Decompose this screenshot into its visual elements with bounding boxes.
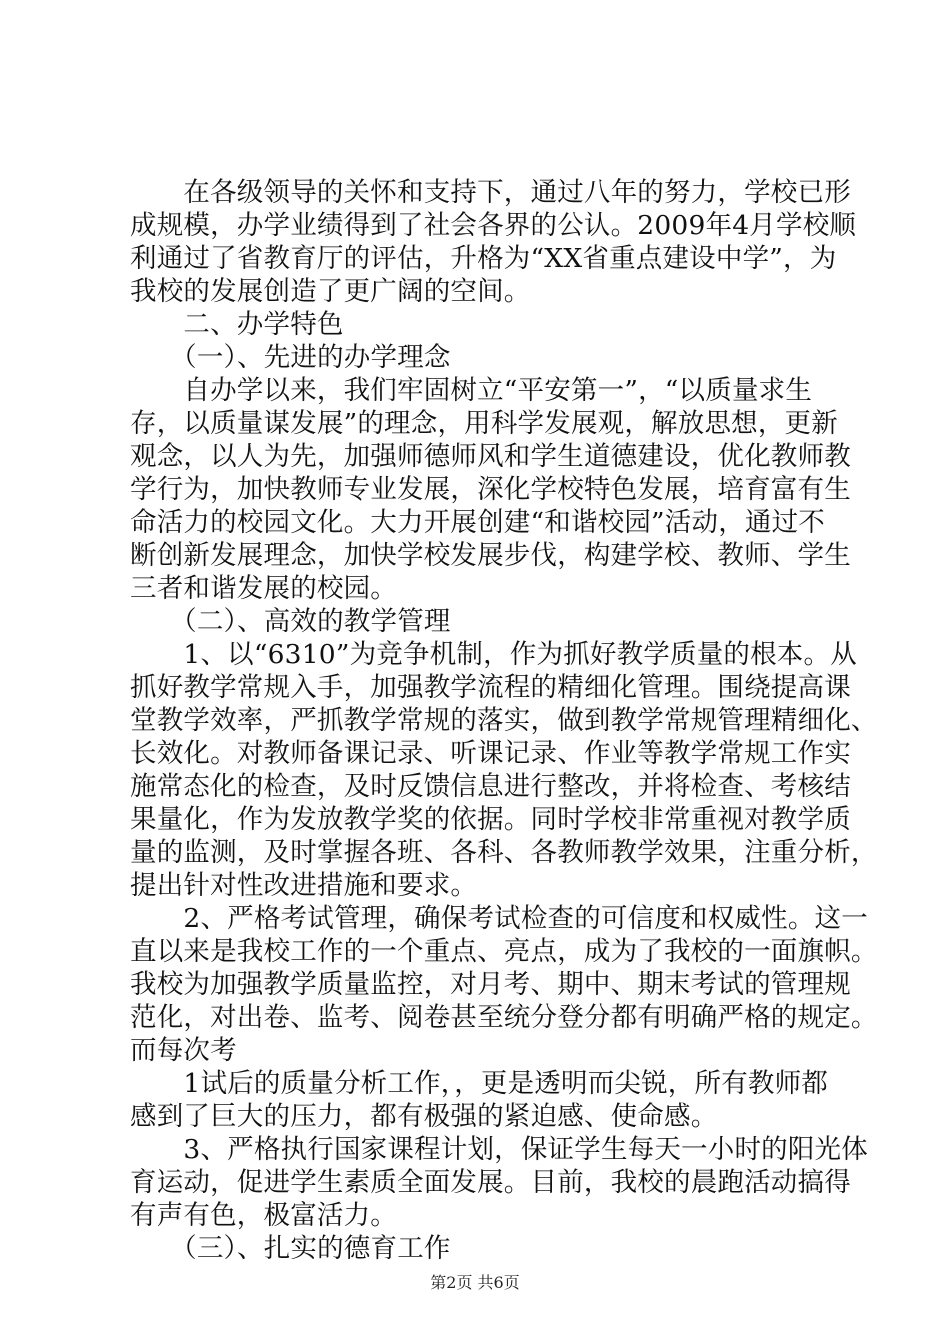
text-line: 自办学以来，我们牢固树立“平安第一”，“以质量求生 xyxy=(130,375,813,406)
text-line: 观念，以人为先，加强师德师风和学生道德建设，优化教师教 xyxy=(130,441,851,472)
text-line: 施常态化的检查，及时反馈信息进行整改，并将检查、考核结 xyxy=(130,771,851,802)
text-line: 命活力的校园文化。大力开展创建“和谐校园”活动，通过不 xyxy=(130,507,825,538)
text-line: 范化，对出卷、监考、阅卷甚至统分登分都有明确严格的规定。 xyxy=(130,1002,878,1033)
text-line: 3、严格执行国家课程计划，保证学生每天一小时的阳光体 xyxy=(130,1134,868,1165)
text-line: 堂教学效率，严抓教学常规的落实，做到教学常规管理精细化、 xyxy=(130,705,878,736)
text-line: 长效化。对教师备课记录、听课记录、作业等教学常规工作实 xyxy=(130,738,851,769)
text-line: 成规模，办学业绩得到了社会各界的公认。2009年4月学校顺 xyxy=(130,210,857,241)
text-line: 我校为加强教学质量监控，对月考、期中、期末考试的管理规 xyxy=(130,969,851,1000)
text-line: 量的监测，及时掌握各班、各科、各教师教学效果，注重分析， xyxy=(130,837,878,868)
section-heading: 二、办学特色 xyxy=(130,309,344,340)
subsection-heading: （一）、先进的办学理念 xyxy=(130,342,451,373)
page-footer: 第2页 共6页 xyxy=(430,1273,520,1292)
text-line: 感到了巨大的压力，都有极强的紧迫感、使命感。 xyxy=(130,1101,718,1132)
text-line: 1试后的质量分析工作，，更是透明而尖锐，所有教师都 xyxy=(130,1068,829,1099)
text-line: 果量化，作为发放教学奖的依据。同时学校非常重视对教学质 xyxy=(130,804,851,835)
text-line: 我校的发展创造了更广阔的空间。 xyxy=(130,276,531,307)
text-line: 抓好教学常规入手，加强教学流程的精细化管理。围绕提高课 xyxy=(130,672,851,703)
text-line: 断创新发展理念，加快学校发展步伐，构建学校、教师、学生 xyxy=(130,540,851,571)
text-line: 有声有色，极富活力。 xyxy=(130,1200,397,1231)
text-line: 学行为，加快教师专业发展，深化学校特色发展，培育富有生 xyxy=(130,474,851,505)
text-line: 在各级领导的关怀和支持下，通过八年的努力，学校已形 xyxy=(130,177,851,208)
text-line: 提出针对性改进措施和要求。 xyxy=(130,870,478,901)
text-line: 1、以“6310”为竞争机制，作为抓好教学质量的根本。从 xyxy=(130,639,857,670)
text-line: 2、严格考试管理，确保考试检查的可信度和权威性。这一 xyxy=(130,903,868,934)
text-line: 利通过了省教育厅的评估，升格为“XX省重点建设中学”，为 xyxy=(130,243,837,274)
text-line: 育运动，促进学生素质全面发展。目前，我校的晨跑活动搞得 xyxy=(130,1167,851,1198)
text-line: 存，以质量谋发展”的理念，用科学发展观，解放思想，更新 xyxy=(130,408,838,439)
subsection-heading: （三）、扎实的德育工作 xyxy=(130,1233,451,1264)
subsection-heading: （二）、高效的教学管理 xyxy=(130,606,451,637)
text-line: 而每次考 xyxy=(130,1035,237,1066)
text-line: 直以来是我校工作的一个重点、亮点，成为了我校的一面旗帜。 xyxy=(130,936,878,967)
text-line: 三者和谐发展的校园。 xyxy=(130,573,397,604)
